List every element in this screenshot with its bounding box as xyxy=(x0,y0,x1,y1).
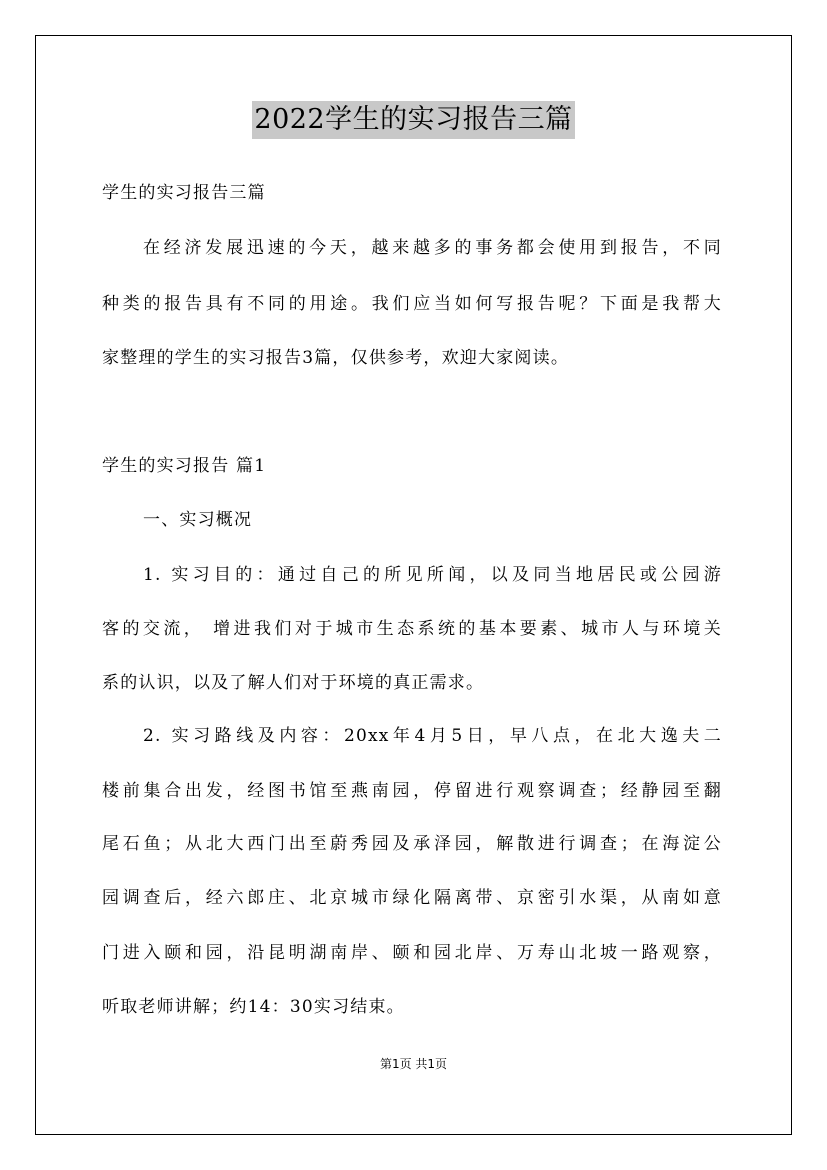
page-footer: 第1页 共1页 xyxy=(379,1057,448,1071)
paragraph-line: 1. 实习目的：通过自己的所见所闻，以及同当地居民或公园游 xyxy=(143,565,722,585)
paragraph-line: 系的认识，以及了解人们对于环境的真正需求。 xyxy=(102,673,485,693)
paragraph-line: 在经济发展迅速的今天，越来越多的事务都会使用到报告，不同 xyxy=(143,238,722,258)
paragraph-line: 尾石鱼；从北大西门出至蔚秀园及承泽园，解散进行调查；在海淀公 xyxy=(102,834,722,854)
paragraph-line: 楼前集合出发，经图书馆至燕南园，停留进行观察调查；经静园至翻 xyxy=(102,781,722,801)
document-title: 2022学生的实习报告三篇 xyxy=(252,101,574,139)
paragraph-line: 听取老师讲解；约14：30实习结束。 xyxy=(102,997,405,1017)
paragraph-line: 园调查后，经六郎庄、北京城市绿化隔离带、京密引水渠，从南如意 xyxy=(102,888,722,908)
section-heading: 学生的实习报告 篇1 xyxy=(102,456,267,476)
paragraph-line: 家整理的学生的实习报告3篇，仅供参考，欢迎大家阅读。 xyxy=(102,348,570,368)
paragraph-line: 2. 实习路线及内容：20xx年4月5日，早八点，在北大逸夫二 xyxy=(143,726,722,746)
paragraph-line: 客的交流， 增进我们对于城市生态系统的基本要素、城市人与环境关 xyxy=(102,619,722,639)
paragraph-line: 门进入颐和园，沿昆明湖南岸、颐和园北岸、万寿山北坡一路观察， xyxy=(102,943,722,963)
subsection-heading: 一、实习概况 xyxy=(143,510,253,530)
paragraph-line: 种类的报告具有不同的用途。我们应当如何写报告呢？下面是我帮大 xyxy=(102,294,722,314)
title-container xyxy=(0,101,827,139)
subtitle-line: 学生的实习报告三篇 xyxy=(102,183,266,203)
